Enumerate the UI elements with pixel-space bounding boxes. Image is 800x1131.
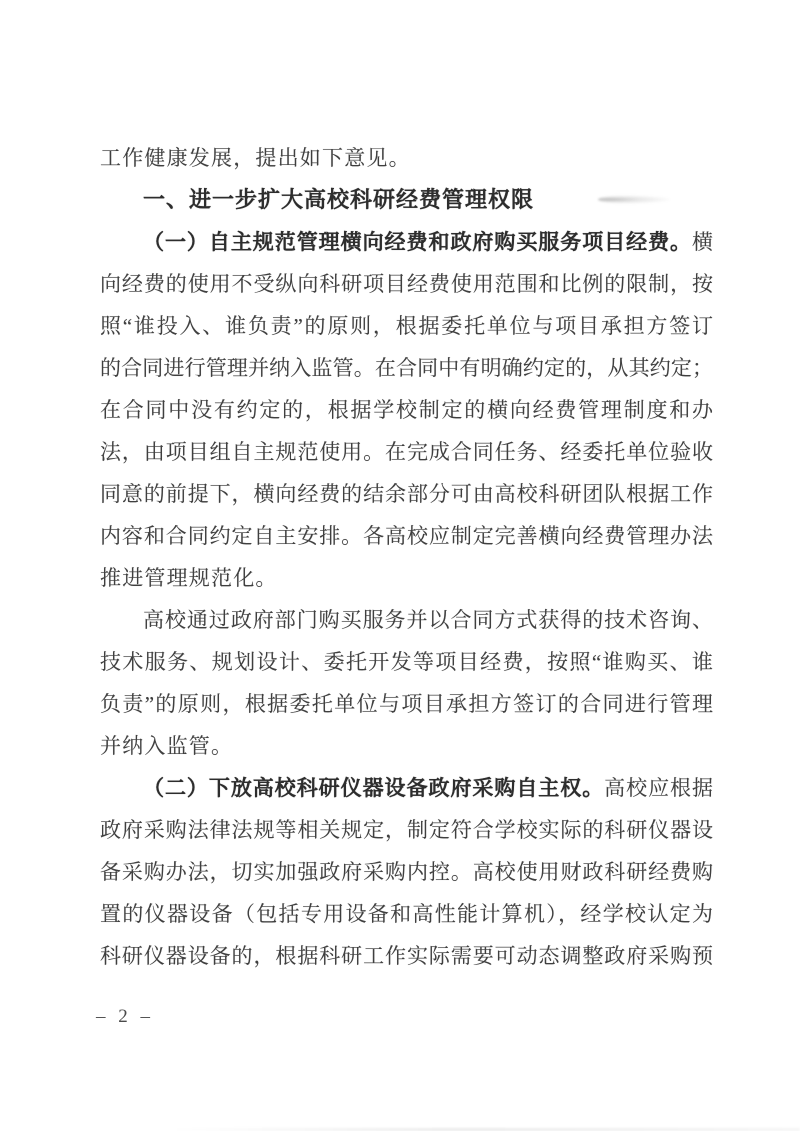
text-segment: 内容和合同约定自主安排。各高校应制定完善横向经费管理办法 [100, 524, 713, 548]
text-segment: 法，由项目组自主规范使用。在完成合同任务、经委托单位验收 [100, 440, 713, 464]
text-segment: 横 [692, 230, 713, 254]
bold-text-segment: （二）下放高校科研仪器设备政府采购自主权。 [143, 776, 605, 800]
text-line-14 [100, 683, 713, 725]
text-segment: 同意的前提下，横向经费的结余部分可由高校科研团队根据工作 [100, 482, 713, 506]
text-line-5 [100, 305, 713, 347]
bold-text-segment: 一、进一步扩大高校科研经费管理权限 [143, 187, 535, 212]
text-segment: 的合同进行管理并纳入监管。在合同中有明确约定的，从其约定； [100, 356, 713, 380]
text-segment: 工作健康发展，提出如下意见。 [100, 146, 411, 170]
text-line-9 [100, 473, 713, 515]
text-line-18 [100, 851, 713, 893]
text-segment: 高校通过政府部门购买服务并以合同方式获得的技术咨询、 [143, 608, 713, 632]
text-line-16 [100, 767, 713, 809]
text-line-15 [100, 725, 713, 767]
text-line-12 [100, 599, 713, 641]
text-line-19 [100, 893, 713, 935]
text-segment: 并纳入监管。 [100, 734, 234, 758]
text-line-20 [100, 935, 713, 977]
bold-text-segment: （一）自主规范管理横向经费和政府购买服务项目经费。 [143, 230, 692, 254]
text-line-3 [100, 221, 713, 263]
text-segment: 置的仪器设备（包括专用设备和高性能计算机），经学校认定为 [100, 902, 713, 926]
text-line-6 [100, 347, 713, 389]
text-segment: 科研仪器设备的，根据科研工作实际需要可动态调整政府采购预 [100, 944, 713, 968]
text-segment: 在合同中没有约定的，根据学校制定的横向经费管理制度和办 [100, 398, 713, 422]
text-segment: 照“谁投入、谁负责”的原则，根据委托单位与项目承担方签订 [100, 314, 713, 338]
text-line-4 [100, 263, 713, 305]
scan-smudge-artifact [598, 195, 670, 204]
text-segment: 高校应根据 [604, 776, 714, 800]
text-segment: 推进管理规范化。 [100, 566, 278, 590]
text-segment: 向经费的使用不受纵向科研项目经费使用范围和比例的限制，按 [100, 272, 713, 296]
text-line-10 [100, 515, 713, 557]
text-line-8 [100, 431, 713, 473]
page-number: – 2 – [96, 1006, 154, 1027]
text-segment: 备采购办法，切实加强政府采购内控。高校使用财政科研经费购 [100, 860, 713, 884]
text-segment: 政府采购法律法规等相关规定，制定符合学校实际的科研仪器设 [100, 818, 713, 842]
text-line-11 [100, 557, 713, 599]
text-segment: 技术服务、规划设计、委托开发等项目经费，按照“谁购买、谁 [100, 650, 713, 674]
text-line-13 [100, 641, 713, 683]
text-segment: 负责”的原则，根据委托单位与项目承担方签订的合同进行管理 [100, 692, 713, 716]
text-line-17 [100, 809, 713, 851]
document-lines [100, 137, 713, 977]
text-line-1 [100, 137, 713, 179]
text-line-7 [100, 389, 713, 431]
